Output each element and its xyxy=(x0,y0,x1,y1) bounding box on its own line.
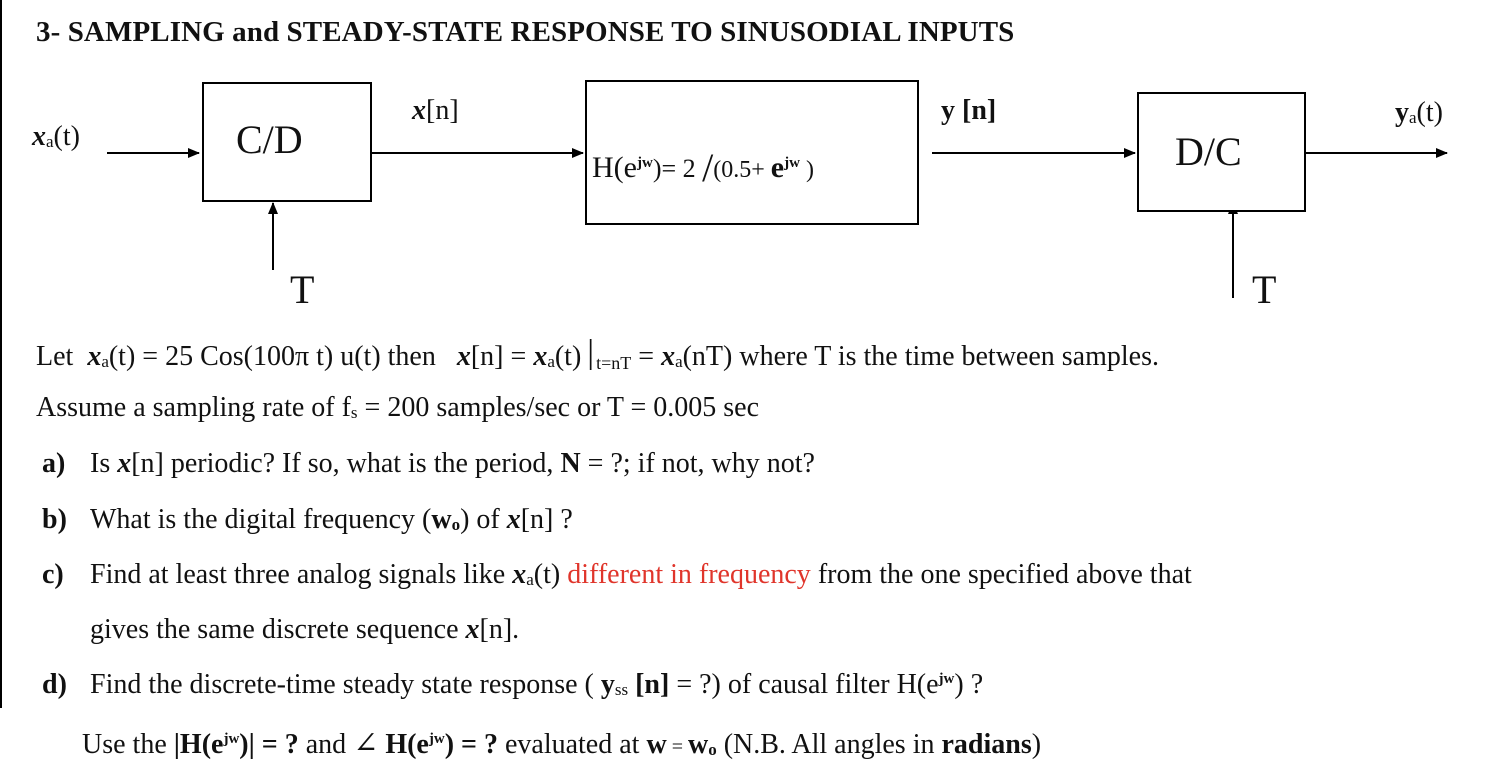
question-c-text3: from the one specified above that xyxy=(810,559,1192,590)
question-b-text3: [n] ? xyxy=(520,504,573,535)
sampling-period-t-right: T xyxy=(1252,267,1277,312)
question-c-text1: Find at least three analog signals like xyxy=(90,559,513,590)
evaluation-instruction xyxy=(82,726,1041,761)
xa3-symbol: x xyxy=(661,341,676,372)
question-b xyxy=(42,504,573,536)
let-word: Let xyxy=(36,341,74,372)
fs-subscript: s xyxy=(350,403,358,422)
use-w2-subscript: o xyxy=(708,740,717,759)
filter-h-sup: jw xyxy=(636,155,653,171)
question-c-x: x xyxy=(465,614,480,645)
question-b-text2: ) of xyxy=(460,504,507,535)
question-c-continuation xyxy=(90,614,519,646)
xn-symbol: x xyxy=(412,95,426,126)
xa2-subscript: a xyxy=(547,352,555,371)
question-b-x: x xyxy=(506,504,521,535)
question-b-marker: b) xyxy=(42,504,67,535)
phase-sup: jw xyxy=(428,731,445,747)
ya-subscript: a xyxy=(1409,108,1417,127)
angle-icon: ∠ xyxy=(353,727,379,760)
dc-converter-box xyxy=(1137,92,1306,212)
question-b-w-subscript: o xyxy=(451,515,461,534)
filter-h-prefix: H(e xyxy=(592,151,637,184)
xa3-subscript: a xyxy=(675,352,683,371)
question-d-text3: = ?) of causal filter H(e xyxy=(669,669,939,700)
evaluation-bar: | xyxy=(587,334,595,371)
phase-expr: H(e xyxy=(378,729,429,760)
magnitude-sup: jw xyxy=(223,731,240,747)
xa-subscript: a xyxy=(46,132,54,151)
question-c-text4: gives the same discrete sequence xyxy=(90,614,466,645)
signal-definition: (t) = 25 Cos(100π t) u(t) then xyxy=(108,341,436,372)
xa-argument: (t) xyxy=(53,121,80,152)
filter-denom-sup: jw xyxy=(784,155,800,171)
question-c-xa-subscript: a xyxy=(526,570,534,589)
filter-denom-close: ) xyxy=(799,157,814,183)
magnitude-expr: |H(e xyxy=(173,729,224,760)
sampling-rate-statement xyxy=(36,392,759,424)
question-b-text1: What is the digital frequency ( xyxy=(90,504,432,535)
ya-argument: (t) xyxy=(1416,97,1443,128)
question-a-marker: a) xyxy=(42,448,66,479)
question-d-marker: d) xyxy=(42,669,67,700)
ya-symbol: y xyxy=(1395,97,1409,128)
sampling-text2: = 200 samples/sec or T = 0.005 sec xyxy=(357,392,760,423)
dc-label: D/C xyxy=(1175,129,1242,174)
question-a-text3: = ?; if not, why not? xyxy=(580,448,815,479)
filter-denom-open: (0.5+ xyxy=(713,157,771,183)
question-c-text2: (t) xyxy=(533,559,568,590)
question-d-y: y xyxy=(600,669,615,700)
use-w2: w xyxy=(687,729,709,760)
filter-denom-e: e xyxy=(770,151,785,184)
page-title: 3- SAMPLING and STEADY-STATE RESPONSE TO SINUSODIAL INPUTS xyxy=(36,16,1015,48)
xa-subscript: a xyxy=(101,352,109,371)
use-w: w xyxy=(646,729,667,760)
filter-h-mid: )= 2 xyxy=(652,154,703,183)
xa-symbol: x xyxy=(32,121,46,152)
use-eval: evaluated at xyxy=(497,729,647,760)
question-d-sup: jw xyxy=(938,671,955,687)
question-d-text4: ) ? xyxy=(954,669,984,700)
question-a-N: N xyxy=(560,448,581,479)
question-c-xa: x xyxy=(512,559,527,590)
question-b-w: w xyxy=(431,504,452,535)
question-a-text1: Is xyxy=(90,448,118,479)
output-signal-ya xyxy=(1395,97,1443,129)
sampled-signal-xn xyxy=(412,95,459,127)
question-c-marker: c) xyxy=(42,559,64,590)
problem-statement-line1 xyxy=(36,336,1159,374)
xa-symbol: x xyxy=(87,341,102,372)
question-d-y-subscript: ss xyxy=(614,680,629,699)
use-and: and xyxy=(298,729,354,760)
use-radians: radians xyxy=(941,729,1032,760)
cd-label: C/D xyxy=(236,117,303,162)
xn-symbol: x xyxy=(456,341,471,372)
sampling-period-t-left: T xyxy=(290,267,315,312)
use-nb1: (N.B. All angles in xyxy=(716,729,942,760)
evaluation-subscript: t=nT xyxy=(596,353,632,373)
question-d-n: [n] xyxy=(628,669,670,700)
input-signal-xa xyxy=(32,121,80,153)
question-c-text5: [n]. xyxy=(479,614,520,645)
filter-transfer-function xyxy=(592,140,814,190)
equals: = xyxy=(631,341,662,372)
question-a-x: x xyxy=(117,448,132,479)
use-text1: Use the xyxy=(82,729,174,760)
cd-converter-box xyxy=(202,82,372,202)
question-d xyxy=(42,669,983,701)
xa2-symbol: x xyxy=(533,341,548,372)
highlighted-phrase: different in frequency xyxy=(567,559,811,590)
line1-tail: (nT) where T is the time between samples. xyxy=(682,341,1159,372)
magnitude-end: )| = ? xyxy=(239,729,299,760)
filter-box xyxy=(585,80,919,225)
xa2-argument: (t) xyxy=(554,341,582,372)
question-a xyxy=(42,448,815,480)
use-nb2: ) xyxy=(1031,729,1042,760)
question-a-text2: [n] periodic? If so, what is the period, xyxy=(131,448,561,479)
sampling-text1: Assume a sampling rate of f xyxy=(36,392,351,423)
xn-argument: [n] = xyxy=(470,341,534,372)
filter-slash: / xyxy=(702,145,714,190)
question-c xyxy=(42,559,1192,591)
filter-output-yn: y [n] xyxy=(941,95,997,126)
use-eq: = xyxy=(666,736,688,758)
question-d-text1: Find the discrete-time steady state response ( xyxy=(90,669,601,700)
xn-argument: [n] xyxy=(426,95,459,126)
phase-end: ) = ? xyxy=(444,729,498,760)
